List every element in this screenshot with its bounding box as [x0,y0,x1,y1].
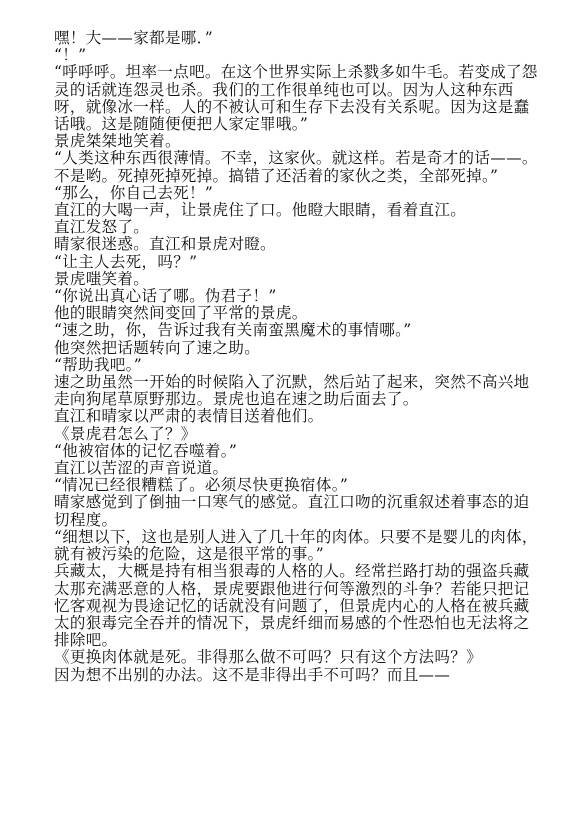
paragraph-11: 景虎嗤笑着。 [54,269,150,288]
paragraph-6: “那么，你自己去死！” [54,183,214,202]
paragraph-25: 兵藏太，大概是持有相当狠毒的人格的人。经常拦路打劫的强盗兵藏太那充满恶意的人格，景虎要跟他进行何等激烈的斗争？若能只把记忆客观视为畏途记忆的话就没有问题了，但景虎内心的人格在被兵藏太的狠毒完全吞并的情况下，景虎纤细而易感的个性恐怕也无法将之排除吧。 [54,562,530,650]
paragraph-12: “你说出真心话了哪。伪君子！” [54,287,277,306]
paragraph-15: 他突然把话题转向了速之助。 [54,338,261,357]
paragraph-4: 景虎桀桀地笑着。 [54,132,181,151]
paragraph-13: 他的眼睛突然间变回了平常的景虎。 [54,304,308,323]
paragraph-22: “情况已经很糟糕了。必须尽快更换宿体。” [54,476,349,495]
paragraph-7: 直江的大喝一声，让景虎住了口。他瞪大眼睛，看着直江。 [54,201,467,220]
paragraph-26: 《更换肉体就是死。非得那么做不可吗？只有这个方法吗？》 [54,648,482,667]
paragraph-8: 直江发怒了。 [54,218,150,237]
paragraph-16: “帮助我吧。” [54,355,143,374]
paragraph-23: 晴家感觉到了倒抽一口寒气的感觉。直江口吻的沉重叙述着事态的迫切程度。 [54,493,530,529]
paragraph-19: 《景虎君怎么了？》 [54,424,197,443]
paragraph-24: “细想以下，这也是别人进入了几十年的肉体。只要不是婴儿的肉体，就有被污染的危险，这是很平常的事。” [54,527,538,564]
paragraph-9: 晴家很迷惑。直江和景虎对瞪。 [54,235,276,254]
paragraph-20: “他被宿体的记忆吞噬着。” [54,441,238,460]
paragraph-1: 嘿！大——家都是哪．” [54,29,214,47]
paragraph-5: “人类这种东西很薄情。不幸，这家伙。就这样。若是奇才的话——。不是哟。死掉死掉死掉。搞错了还活着的家伙之类，全部死掉。” [54,149,538,185]
paragraph-3: “呼呼呼。坦率一点吧。在这个世界实际上杀戮多如牛毛。若变成了怨灵的话就连怨灵也杀。我们的工作很单纯也可以。因为人这种东西呀，就像冰一样。人的不被认可和生存下去没有关系呢。因为这是蠢话哦。这是随随便便把人家定罪哦。” [54,63,538,134]
paragraph-14: “速之助，你，告诉过我有关南蛮黑魔术的事情哪。” [54,321,412,340]
paragraph-10: “让主人去死，吗？” [54,252,198,271]
paragraph-18: 直江和晴家以严肃的表情目送着他们。 [54,407,324,426]
paragraph-17: 速之助虽然一开始的时候陷入了沉默，然后站了起来，突然不高兴地走向狗尾草原野那边。景虎也追在速之助后面去了。 [54,373,530,409]
paragraph-2: “！” [54,46,87,65]
paragraph-27: 因为想不出别的办法。这不是非得出手不可吗？而且—— [54,665,451,684]
paragraph-21: 直江以苦涩的声音说道。 [54,459,229,478]
